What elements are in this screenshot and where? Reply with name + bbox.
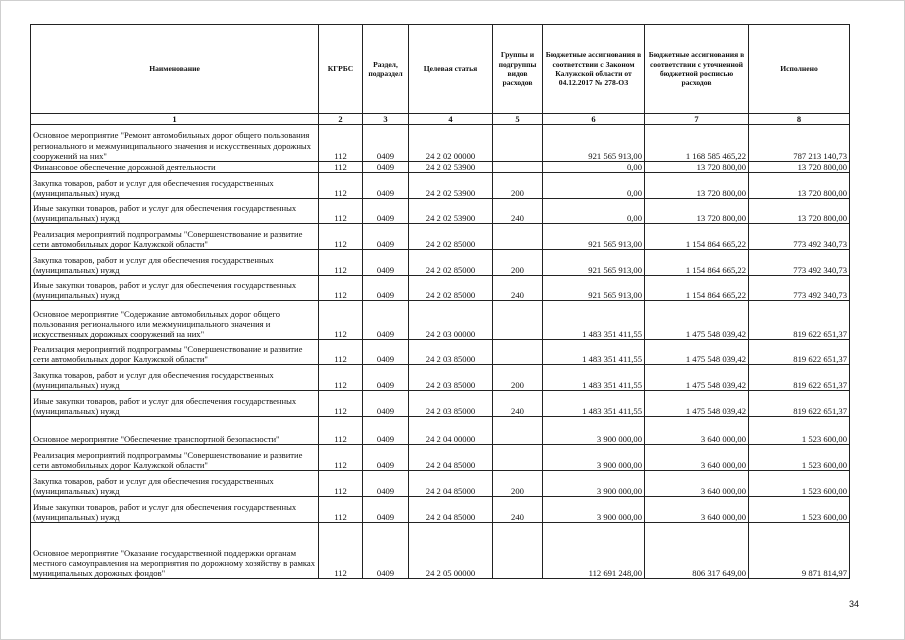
row-name: Закупка товаров, работ и услуг для обеспечения государственных (муниципальных) нужд	[31, 365, 319, 391]
row-kgrbs: 112	[319, 523, 363, 579]
row-razdel: 0409	[363, 276, 409, 301]
row-name: Реализация мероприятий подпрограммы "Совершенствование и развитие сети автомобильных дорог Калужской области"	[31, 445, 319, 471]
row-tselevaya: 24 2 02 00000	[409, 125, 493, 162]
row-law: 3 900 000,00	[543, 497, 645, 523]
table-row	[31, 276, 850, 301]
row-executed: 13 720 800,00	[749, 162, 850, 173]
page-number: 34	[848, 599, 859, 609]
row-refined: 13 720 800,00	[645, 162, 749, 173]
row-kgrbs: 112	[319, 162, 363, 173]
row-refined: 3 640 000,00	[645, 471, 749, 497]
table-row	[31, 417, 850, 445]
row-vid: 200	[493, 471, 543, 497]
column-number: 7	[645, 114, 749, 125]
row-executed: 1 523 600,00	[749, 445, 850, 471]
row-tselevaya: 24 2 03 85000	[409, 391, 493, 417]
row-razdel: 0409	[363, 250, 409, 276]
table-row	[31, 340, 850, 365]
column-number: 4	[409, 114, 493, 125]
row-executed: 9 871 814,97	[749, 523, 850, 579]
row-executed: 819 622 651,37	[749, 301, 850, 340]
row-vid: 240	[493, 276, 543, 301]
row-law: 112 691 248,00	[543, 523, 645, 579]
row-kgrbs: 112	[319, 250, 363, 276]
row-name: Закупка товаров, работ и услуг для обеспечения государственных (муниципальных) нужд	[31, 471, 319, 497]
row-razdel: 0409	[363, 340, 409, 365]
row-name: Основное мероприятие "Обеспечение транспортной безопасности"	[31, 417, 319, 445]
row-name: Иные закупки товаров, работ и услуг для обеспечения государственных (муниципальных) нужд	[31, 391, 319, 417]
row-refined: 3 640 000,00	[645, 497, 749, 523]
table-row	[31, 199, 850, 224]
row-tselevaya: 24 2 03 00000	[409, 301, 493, 340]
header-tselevaya: Целевая статья	[409, 25, 493, 114]
row-law: 1 483 351 411,55	[543, 340, 645, 365]
row-law: 3 900 000,00	[543, 445, 645, 471]
row-executed: 773 492 340,73	[749, 250, 850, 276]
row-vid: 200	[493, 173, 543, 199]
row-razdel: 0409	[363, 523, 409, 579]
row-name: Основное мероприятие "Содержание автомобильных дорог общего пользования регионального или межмуниципального значения и искусственных дорожных сооружений на них"	[31, 301, 319, 340]
row-tselevaya: 24 2 02 53900	[409, 173, 493, 199]
header-assign-refined: Бюджетные ассигнования в соответствии с уточненной бюджетной росписью расходов	[645, 25, 749, 114]
row-law: 1 483 351 411,55	[543, 301, 645, 340]
row-refined: 3 640 000,00	[645, 417, 749, 445]
table-body	[31, 125, 850, 579]
row-law: 921 565 913,00	[543, 276, 645, 301]
row-executed: 13 720 800,00	[749, 199, 850, 224]
budget-table	[30, 24, 850, 579]
row-executed: 1 523 600,00	[749, 497, 850, 523]
row-law: 3 900 000,00	[543, 471, 645, 497]
row-name: Закупка товаров, работ и услуг для обеспечения государственных (муниципальных) нужд	[31, 250, 319, 276]
row-razdel: 0409	[363, 224, 409, 250]
row-law: 1 483 351 411,55	[543, 391, 645, 417]
row-vid	[493, 301, 543, 340]
row-kgrbs: 112	[319, 224, 363, 250]
row-name: Реализация мероприятий подпрограммы "Совершенствование и развитие сети автомобильных дорог Калужской области"	[31, 224, 319, 250]
column-number-row	[31, 114, 850, 125]
column-number: 1	[31, 114, 319, 125]
row-razdel: 0409	[363, 497, 409, 523]
row-kgrbs: 112	[319, 301, 363, 340]
row-vid: 240	[493, 199, 543, 224]
row-tselevaya: 24 2 02 85000	[409, 250, 493, 276]
row-executed: 13 720 800,00	[749, 173, 850, 199]
row-vid: 240	[493, 497, 543, 523]
table-row	[31, 125, 850, 162]
row-razdel: 0409	[363, 199, 409, 224]
row-kgrbs: 112	[319, 365, 363, 391]
row-executed: 1 523 600,00	[749, 417, 850, 445]
row-vid	[493, 125, 543, 162]
row-tselevaya: 24 2 03 85000	[409, 365, 493, 391]
row-tselevaya: 24 2 03 85000	[409, 340, 493, 365]
header-razdel: Раздел, подраздел	[363, 25, 409, 114]
row-name: Основное мероприятие "Ремонт автомобильных дорог общего пользования регионального и межмуниципального значения и искусственных дорожных сооружений на них"	[31, 125, 319, 162]
row-tselevaya: 24 2 04 85000	[409, 471, 493, 497]
row-executed: 819 622 651,37	[749, 391, 850, 417]
row-law: 0,00	[543, 199, 645, 224]
header-gruppy: Группы и подгруппы видов расходов	[493, 25, 543, 114]
row-executed: 773 492 340,73	[749, 276, 850, 301]
table-row	[31, 162, 850, 173]
header-assign-law: Бюджетные ассигнования в соответствии с Законом Калужской области от 04.12.2017 № 278-ОЗ	[543, 25, 645, 114]
row-kgrbs: 112	[319, 125, 363, 162]
table-row	[31, 523, 850, 579]
row-law: 921 565 913,00	[543, 250, 645, 276]
row-razdel: 0409	[363, 365, 409, 391]
row-kgrbs: 112	[319, 276, 363, 301]
row-refined: 1 475 548 039,42	[645, 340, 749, 365]
row-vid	[493, 224, 543, 250]
row-razdel: 0409	[363, 173, 409, 199]
row-vid	[493, 417, 543, 445]
row-razdel: 0409	[363, 471, 409, 497]
column-number: 5	[493, 114, 543, 125]
row-razdel: 0409	[363, 417, 409, 445]
table-row	[31, 365, 850, 391]
table-row	[31, 445, 850, 471]
row-name: Финансовое обеспечение дорожной деятельности	[31, 162, 319, 173]
row-tselevaya: 24 2 02 53900	[409, 199, 493, 224]
row-refined: 1 475 548 039,42	[645, 301, 749, 340]
table-row	[31, 497, 850, 523]
table-row	[31, 301, 850, 340]
row-tselevaya: 24 2 02 85000	[409, 224, 493, 250]
row-kgrbs: 112	[319, 497, 363, 523]
column-number: 2	[319, 114, 363, 125]
column-number: 8	[749, 114, 850, 125]
header-row	[31, 25, 850, 114]
row-name: Реализация мероприятий подпрограммы "Совершенствование и развитие сети автомобильных дорог Калужской области"	[31, 340, 319, 365]
header-name: Наименование	[31, 25, 319, 114]
row-name: Иные закупки товаров, работ и услуг для обеспечения государственных (муниципальных) нужд	[31, 497, 319, 523]
row-refined: 1 154 864 665,22	[645, 276, 749, 301]
row-tselevaya: 24 2 02 85000	[409, 276, 493, 301]
row-refined: 806 317 649,00	[645, 523, 749, 579]
row-vid	[493, 162, 543, 173]
row-tselevaya: 24 2 04 00000	[409, 417, 493, 445]
row-name: Основное мероприятие "Оказание государственной поддержки органам местного самоуправления на мероприятия по дорожному хозяйству в рамках муниципальных дорожных фондов"	[31, 523, 319, 579]
row-kgrbs: 112	[319, 173, 363, 199]
row-vid	[493, 340, 543, 365]
column-number: 6	[543, 114, 645, 125]
row-name: Иные закупки товаров, работ и услуг для обеспечения государственных (муниципальных) нужд	[31, 199, 319, 224]
row-refined: 1 475 548 039,42	[645, 391, 749, 417]
row-tselevaya: 24 2 04 85000	[409, 497, 493, 523]
row-law: 0,00	[543, 162, 645, 173]
row-law: 921 565 913,00	[543, 125, 645, 162]
row-razdel: 0409	[363, 125, 409, 162]
row-vid	[493, 523, 543, 579]
table-row	[31, 224, 850, 250]
row-refined: 13 720 800,00	[645, 199, 749, 224]
row-law: 921 565 913,00	[543, 224, 645, 250]
column-number: 3	[363, 114, 409, 125]
row-kgrbs: 112	[319, 417, 363, 445]
header-executed: Исполнено	[749, 25, 850, 114]
row-law: 3 900 000,00	[543, 417, 645, 445]
row-refined: 1 154 864 665,22	[645, 250, 749, 276]
row-kgrbs: 112	[319, 340, 363, 365]
row-executed: 819 622 651,37	[749, 365, 850, 391]
row-kgrbs: 112	[319, 391, 363, 417]
row-kgrbs: 112	[319, 445, 363, 471]
row-name: Закупка товаров, работ и услуг для обеспечения государственных (муниципальных) нужд	[31, 173, 319, 199]
table-row	[31, 471, 850, 497]
row-razdel: 0409	[363, 391, 409, 417]
row-tselevaya: 24 2 02 53900	[409, 162, 493, 173]
table-row	[31, 250, 850, 276]
row-name: Иные закупки товаров, работ и услуг для обеспечения государственных (муниципальных) нужд	[31, 276, 319, 301]
row-vid: 240	[493, 391, 543, 417]
table-row	[31, 391, 850, 417]
row-tselevaya: 24 2 05 00000	[409, 523, 493, 579]
row-refined: 1 154 864 665,22	[645, 224, 749, 250]
row-executed: 1 523 600,00	[749, 471, 850, 497]
row-vid: 200	[493, 250, 543, 276]
table-row	[31, 173, 850, 199]
row-executed: 819 622 651,37	[749, 340, 850, 365]
row-razdel: 0409	[363, 301, 409, 340]
row-refined: 1 475 548 039,42	[645, 365, 749, 391]
row-executed: 773 492 340,73	[749, 224, 850, 250]
row-refined: 13 720 800,00	[645, 173, 749, 199]
row-vid: 200	[493, 365, 543, 391]
row-razdel: 0409	[363, 162, 409, 173]
row-executed: 787 213 140,73	[749, 125, 850, 162]
header-kgrbs: КГРБС	[319, 25, 363, 114]
row-razdel: 0409	[363, 445, 409, 471]
row-refined: 1 168 585 465,22	[645, 125, 749, 162]
row-kgrbs: 112	[319, 199, 363, 224]
row-refined: 3 640 000,00	[645, 445, 749, 471]
row-kgrbs: 112	[319, 471, 363, 497]
row-vid	[493, 445, 543, 471]
row-law: 0,00	[543, 173, 645, 199]
row-tselevaya: 24 2 04 85000	[409, 445, 493, 471]
row-law: 1 483 351 411,55	[543, 365, 645, 391]
